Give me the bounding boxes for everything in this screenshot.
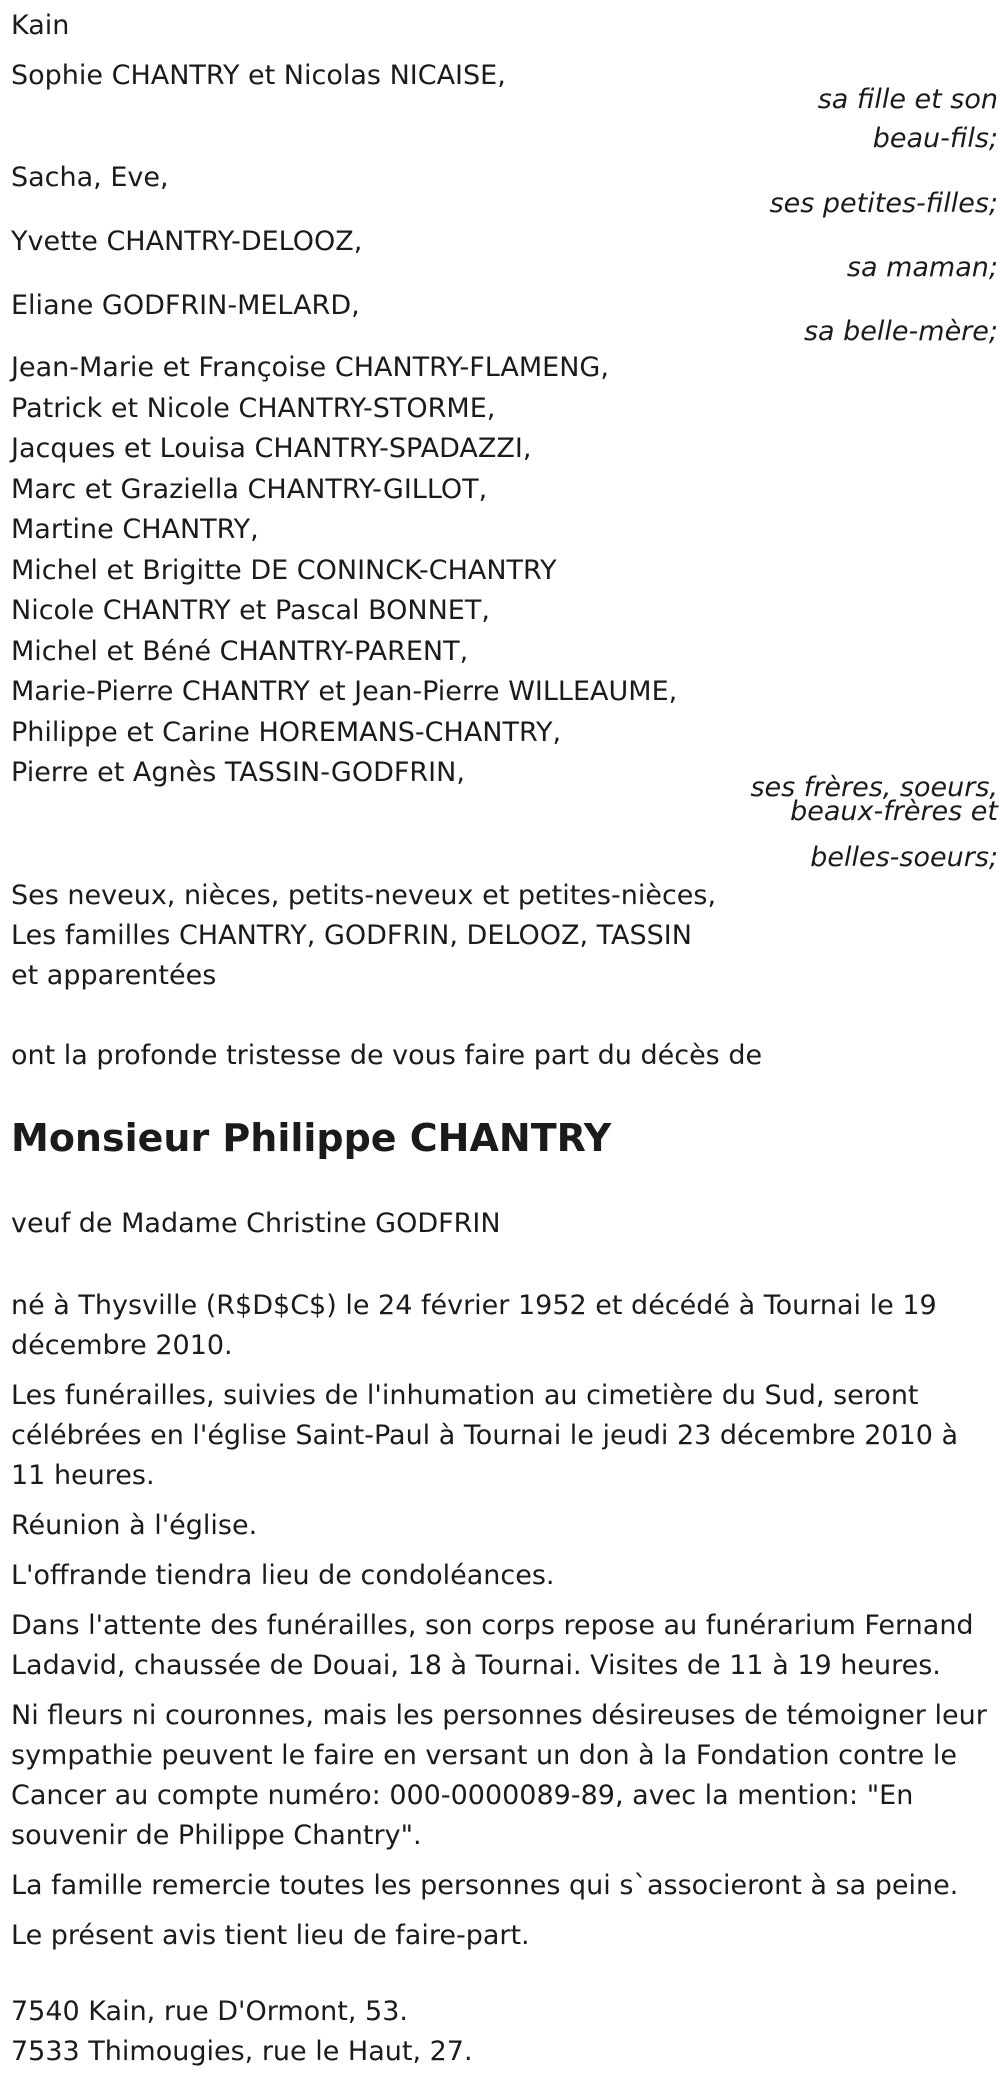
relation-line: ses frères, soeurs, (750, 772, 998, 803)
family-names: Jean-Marie et Françoise CHANTRY-FLAMENG, (11, 352, 609, 383)
paragraph: Les funérailles, suivies de l'inhumation au cimetière du Sud, seront célébrées en l'église Saint-Paul à Tournai le jeudi 23 décembre 2010 à 11 heures. (11, 1380, 959, 1491)
family-names: Eliane GODFRIN-MELARD, (11, 290, 360, 321)
paragraph: Ni fleurs ni couronnes, mais les personnes désireuses de témoigner leur sympathie peuvent le faire en versant un don à la Fondation contre le Cancer au compte numéro: 000-0000089-89, avec la mention: "En souvenir de Philippe Chantry". (11, 1700, 987, 1851)
family-names: Nicole CHANTRY et Pascal BONNET, (11, 595, 490, 626)
family-names: Michel et Béné CHANTRY-PARENT, (11, 635, 469, 667)
extended-line: Les familles CHANTRY, GODFRIN, DELOOZ, TASSIN (11, 920, 692, 951)
paragraph: né à Thysville (R$D$C$) le 24 février 1952 et décédé à Tournai le 19 décembre 2010. (11, 1290, 937, 1361)
family-names: Michel et Brigitte DE CONINCK-CHANTRY (11, 554, 557, 586)
relation-label (750, 772, 998, 827)
paragraph: La famille remercie toutes les personnes qui s`associeront à sa peine. (11, 1870, 959, 1901)
extended-line: Ses neveux, nièces, petits-neveux et petites-nièces, (11, 880, 717, 911)
body-paragraphs (11, 1286, 993, 1956)
paragraph: Réunion à l'église. (11, 1510, 258, 1541)
family-names: Patrick et Nicole CHANTRY-STORME, (11, 392, 496, 424)
deceased-name: Monsieur Philippe CHANTRY (11, 1116, 612, 1160)
relation-line: belles-soeurs; (810, 842, 998, 873)
relation-line: beau-fils; (872, 123, 998, 154)
siblings-list (11, 348, 677, 794)
family-names: Sophie CHANTRY et Nicolas NICAISE, (11, 60, 506, 91)
relation-label (818, 80, 998, 158)
place-line: Kain (11, 10, 70, 41)
paragraph: L'offrande tiendra lieu de condoléances. (11, 1560, 555, 1591)
paragraph: Le présent avis tient lieu de faire-part. (11, 1920, 530, 1951)
relation-label: sa maman; (846, 252, 998, 283)
extended-line: et apparentées (11, 960, 217, 991)
extended-family (11, 876, 716, 996)
paragraph: Dans l'attente des funérailles, son corps repose au funérarium Fernand Ladavid, chaussée de Douai, 18 à Tournai. Visites de 11 à 19 heures. (11, 1610, 974, 1681)
family-names: Yvette CHANTRY-DELOOZ, (11, 226, 363, 257)
family-names: Jacques et Louisa CHANTRY-SPADAZZI, (11, 433, 532, 464)
family-names: Philippe et Carine HOREMANS-CHANTRY, (11, 716, 562, 748)
family-names: Sacha, Eve, (11, 162, 169, 193)
relation-label: ses petites-filles; (769, 188, 998, 219)
spouse-line: veuf de Madame Christine GODFRIN (11, 1208, 501, 1239)
family-names: Marie-Pierre CHANTRY et Jean-Pierre WILLEAUME, (11, 676, 678, 707)
family-names: Marc et Graziella CHANTRY-GILLOT, (11, 473, 488, 505)
announcement: ont la profonde tristesse de vous faire part du décès de (11, 1040, 763, 1071)
addresses (11, 1992, 473, 2072)
family-names: Martine CHANTRY, (11, 514, 259, 545)
address-line: 7540 Kain, rue D'Ormont, 53. (11, 1996, 408, 2027)
relation-line: beaux-frères et (790, 796, 998, 827)
relation-label: sa belle-mère; (803, 316, 998, 347)
relation-line: sa fille et son (817, 84, 998, 115)
address-line: 7533 Thimougies, rue le Haut, 27. (11, 2036, 473, 2067)
family-names: Pierre et Agnès TASSIN-GODFRIN, (11, 757, 465, 788)
